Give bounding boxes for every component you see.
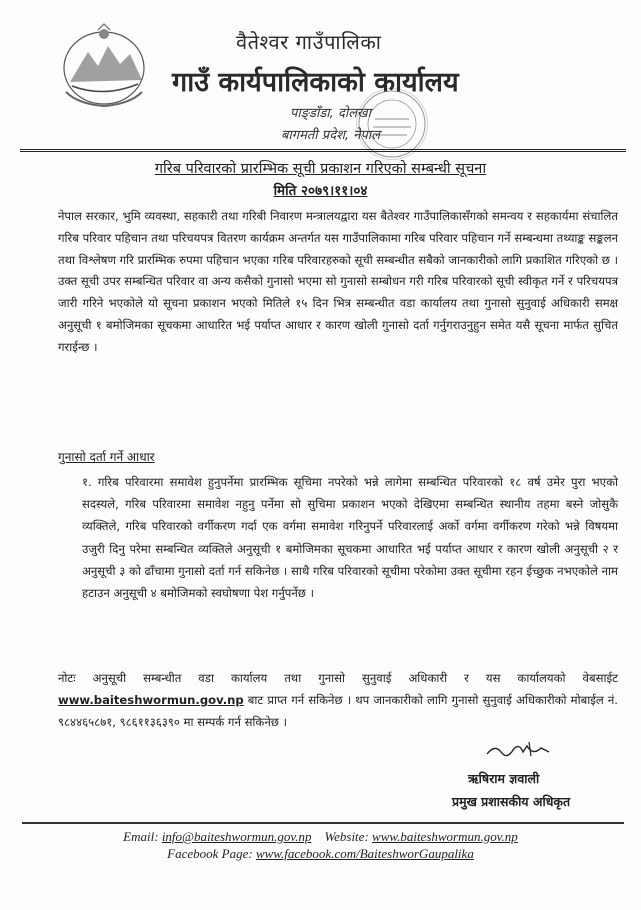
notice-title: गरिब परिवारको प्रारम्भिक सूची प्रकाशन गरिएको सम्बन्धी सूचना <box>154 161 487 177</box>
notice-date: मिति २०७९।११।०४ <box>273 183 368 199</box>
nepal-emblem-icon <box>58 22 150 108</box>
footer-contact-line <box>0 829 641 845</box>
footer-website-link[interactable]: www.baiteshwormun.gov.np <box>372 829 518 844</box>
address-line-2: बागमती प्रदेश, नेपाल <box>281 128 380 143</box>
signer-title: प्रमुख प्रशासकीय अधिकृत <box>452 794 571 809</box>
signature-icon <box>483 738 553 762</box>
footer-email-link[interactable]: info@baiteshwormun.gov.np <box>161 829 312 844</box>
complaint-basis-heading: गुनासो दर्ता गर्ने आधार <box>58 450 155 464</box>
footer-facebook-line <box>0 846 641 862</box>
header-divider <box>20 149 626 152</box>
footer-facebook-label: Facebook Page: <box>167 846 253 861</box>
note-paragraph <box>58 668 618 733</box>
address-line-1: पाङ्डाँडा, दोलखा <box>290 106 372 121</box>
footer-email-label: Email: <box>123 829 159 844</box>
footer-website-label: Website: <box>324 829 369 844</box>
municipality-name: वैतेश्वर गाउँपालिका <box>236 30 382 54</box>
footer-facebook-link[interactable]: www.facebook.com/BaiteshworGaupalika <box>255 846 474 861</box>
note-website-link[interactable]: www.baiteshwormun.gov.np <box>58 692 244 707</box>
note-text-after: बाट प्राप्त गर्न सकिनेछ । थप जानकारीको लागि गुनासो सुनुवाई अधिकारीको मोबाईल नं. ९८४४६५८७१, ९८६११३६३९० मा सम्पर्क गर्न सकिनेछ । <box>58 692 618 729</box>
signer-name: ऋषिराम ज्ञवाली <box>468 771 540 786</box>
note-text-before: नोटः अनुसूची सम्बन्धीत वडा कार्यालय तथा गुनासो सुनुवाई अधिकारी र यस कार्यालयको वेबसाईट <box>58 671 618 685</box>
footer-divider <box>22 822 624 824</box>
notice-body-paragraph: नेपाल सरकार, भुमि व्यवस्था, सहकारी तथा गरिबी निवारण मन्त्रालयद्वारा यस बैतेश्वर गाउँपालिकासँगको समन्वय र सहकार्यमा संचालित गरिब परिवार पहिचान तथा परिचयपत्र वितरण कार्यक्रम अन्तर्गत यस गाउँपालिकामा गरिब परिवार पहिचान गर्ने सम्बन्धमा तथ्याङ्क सङ्कलन तथा विश्लेषण गरि प्रारम्भिक रुपमा पहिचान भएका गरिब परिवारहरुको सूची सम्बन्धीत सबैको जानकारीको लागि प्रकाशित गरिएको छ । उक्त सूची उपर सम्बन्धित परिवार वा अन्य कसैको गुनासो भएमा सो गुनासो सम्बोधन गरी गरिब परिवारको सूची स्वीकृत गर्ने र परिचयपत्र जारी गरिने भएकोले यो सूचना प्रकाशन भएको मितिले १५ दिन भित्र सम्बन्धीत वडा कार्यालय तथा गुनासो सुनुवाई अधिकारी समक्ष अनुसूची १ बमोजिमका सूचकमा आधारित भई पर्याप्त आधार र कारण खोली गुनासो दर्ता गर्नुगराउनुहुन समेत यसै सूचना मार्फत सुचित गराईन्छ । <box>58 209 618 354</box>
office-name: गाउँ कार्यपालिकाको कार्यालय <box>172 67 459 98</box>
complaint-basis-item-1: १. गरिब परिवारमा समावेश हुनुपर्नेमा प्रारम्भिक सूचिमा नपरेको भन्ने लागेमा सम्बन्धित परिवारको १८ वर्ष उमेर पुरा भएको सदस्यले, गरिब परिवारमा समावेश नहुनु पर्नेमा सो सुचिमा प्रकाशन भएको देखिएमा सम्बन्धित स्थानीय तहमा बस्ने जोसुकै व्यक्तिले, गरिब परिवारको वर्गीकरण गर्दा एक वर्गमा समावेश गरिनुपर्ने परिवारलाई अर्को वर्गमा वर्गीकरण गरेको भन्ने विषयमा उजुरी दिनु परेमा सम्बन्धित व्यक्तिले अनुसूची १ बमोजिमका सूचकमा आधारित भई पर्याप्त आधार र कारण खोली अनुसूची २ र अनुसूची ३ को ढाँचामा गुनासो दर्ता गर्न सकिनेछ । साथै गरिब परिवारको सूचीमा परेकोमा उक्त सूचीमा रहन ईच्छुक नभएकोले नाम हटाउन अनुसूची ४ बमोजिमको स्वघोषणा पेश गर्नुपर्नेछ । <box>82 475 618 601</box>
